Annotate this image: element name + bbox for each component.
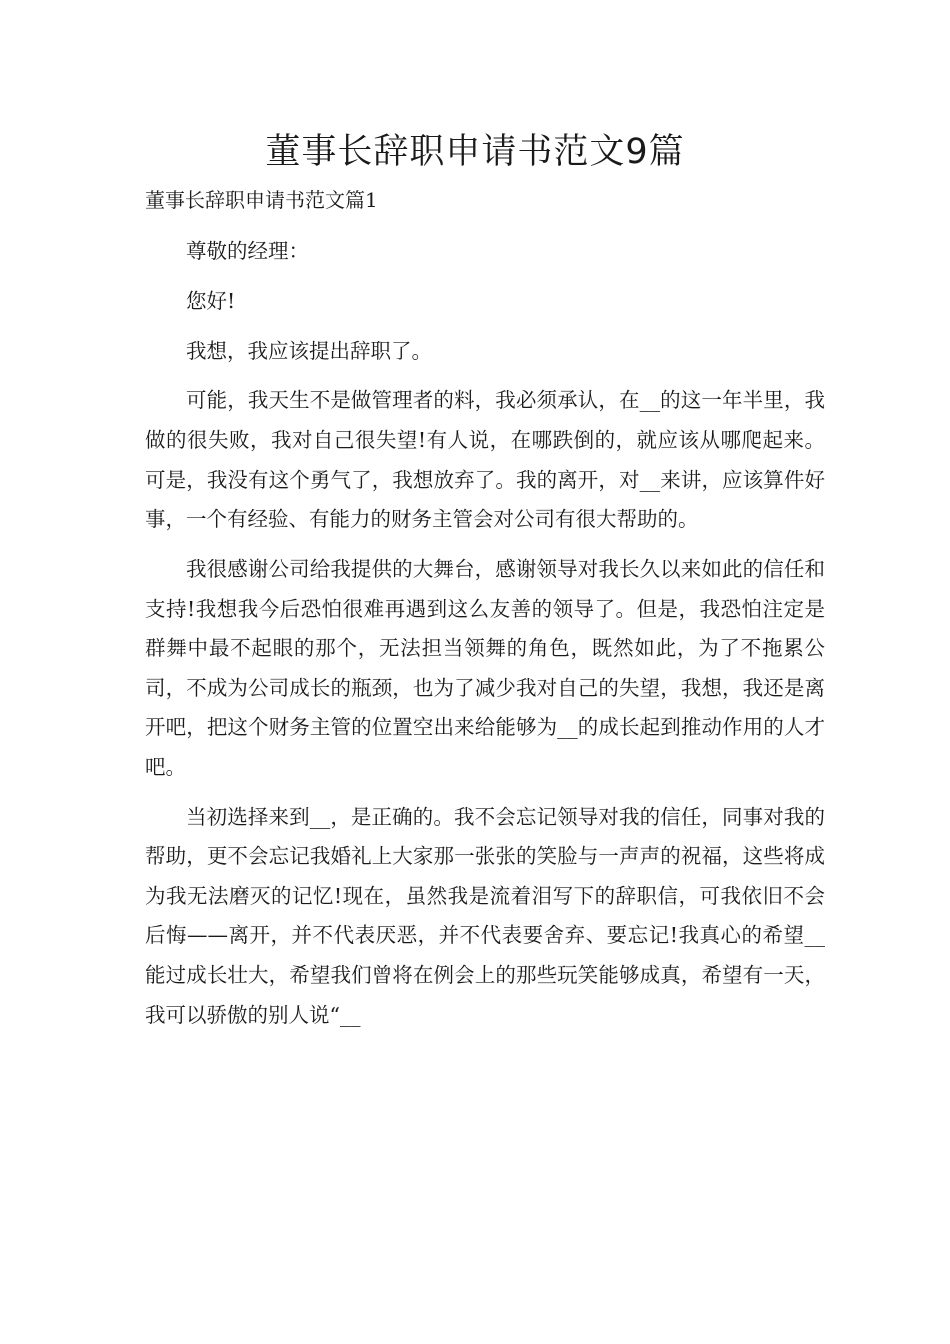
section-heading: 董事长辞职申请书范文篇1	[145, 188, 378, 212]
salutation: 尊敬的经理：	[186, 239, 309, 263]
body-paragraph: 我很感谢公司给我提供的大舞台，感谢领导对我长久以来如此的信任和支持!我想我今后恐怕很难再遇到这么友善的领导了。但是，我恐怕注定是群舞中最不起眼的那个，无法担当领舞的角色，既然如此，为了不拖累公司，不成为公司成长的瓶颈，也为了减少我对自己的失望，我想，我还是离开吧，把这个财务主管的位置空出来给能够为__的成长起到推动作用的人才吧。	[145, 556, 825, 779]
document-title: 董事长辞职申请书范文9篇	[265, 132, 685, 172]
greeting: 您好!	[186, 288, 236, 313]
body-paragraph: 可能，我天生不是做管理者的料，我必须承认，在__的这一年半里，我做的很失败，我对自己很失望!有人说，在哪跌倒的，就应该从哪爬起来。可是，我没有这个勇气了，我想放弃了。我的离开，对__来讲，应该算件好事，一个有经验、有能力的财务主管会对公司有很大帮助的。	[145, 388, 825, 532]
body-paragraph: 当初选择来到__，是正确的。我不会忘记领导对我的信任，同事对我的帮助，更不会忘记我婚礼上大家那一张张的笑脸与一声声的祝福，这些将成为我无法磨灭的记忆!现在，虽然我是流着泪写下的辞职信，可我依旧不会后悔——离开，并不代表厌恶，并不代表要舍弃、要忘记!我真心的希望__能过成长壮大，希望我们曾将在例会上的那些玩笑能够成真，希望有一天，我可以骄傲的别人说“__	[145, 804, 825, 1027]
body-paragraph: 我想，我应该提出辞职了。	[186, 338, 432, 363]
document-body	[145, 232, 825, 1045]
